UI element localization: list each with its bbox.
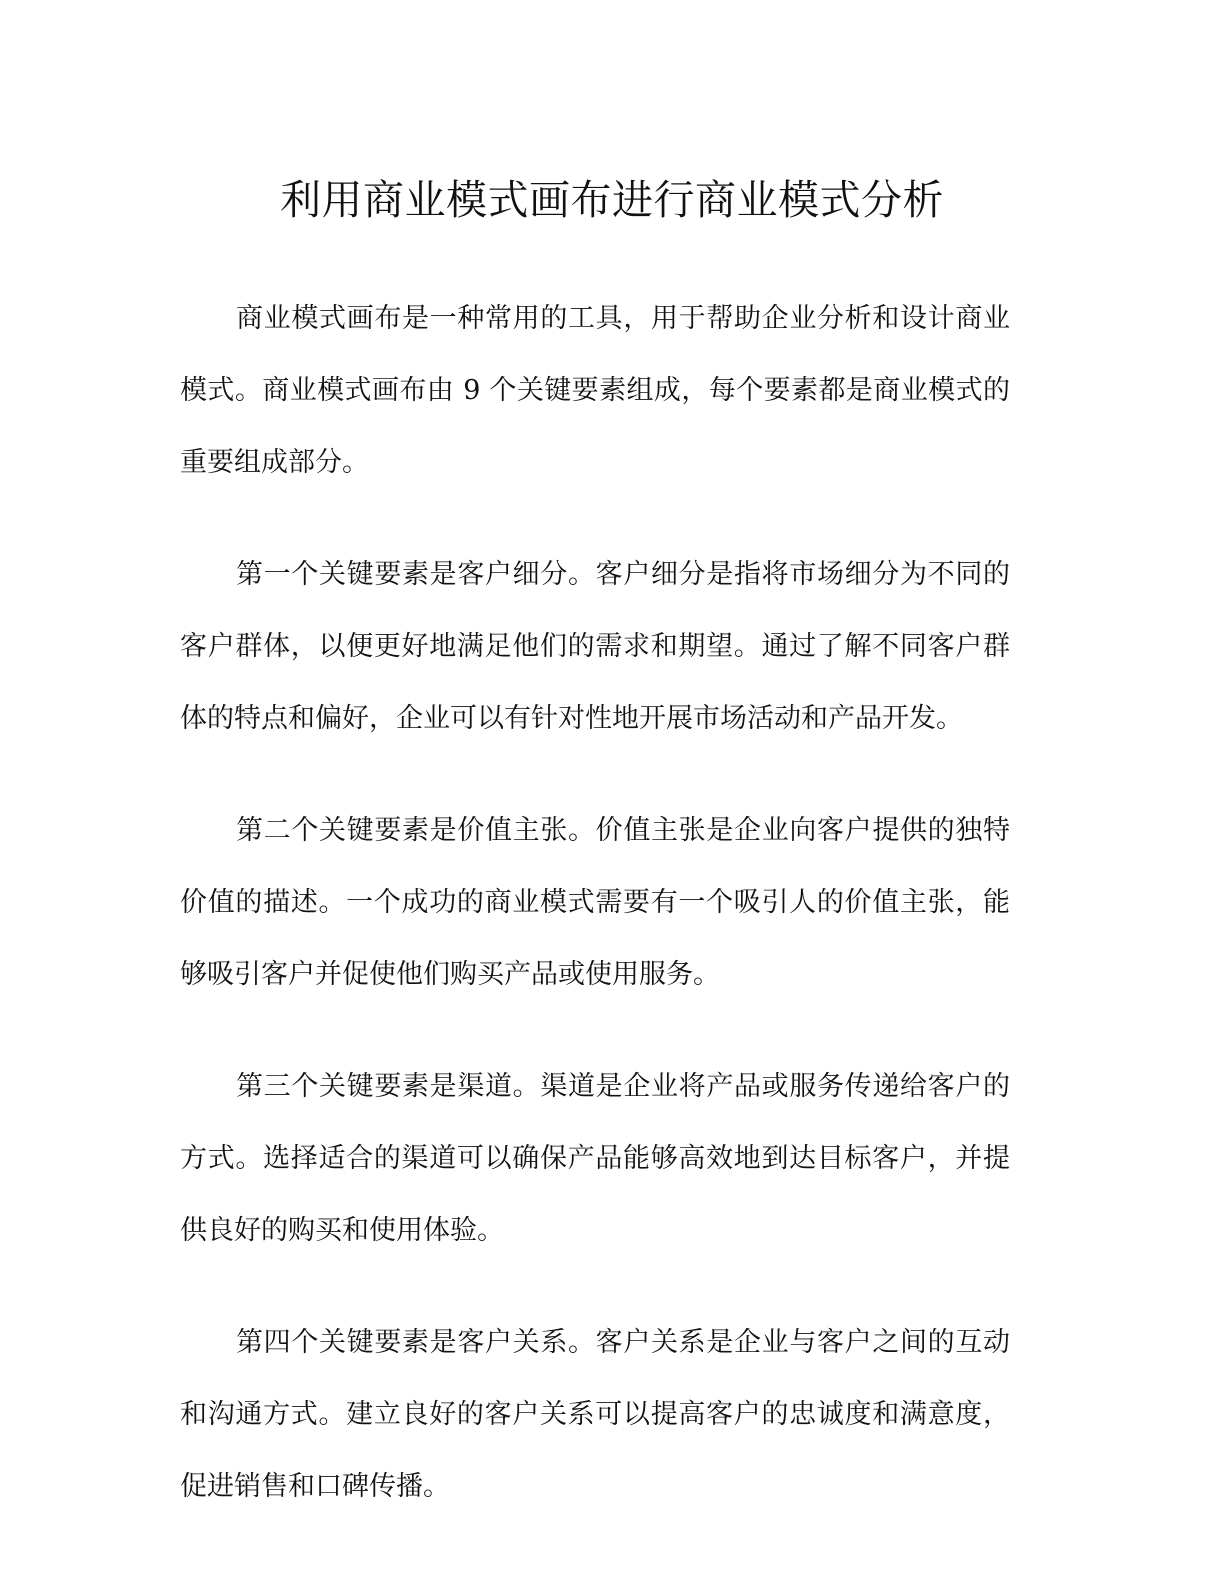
paragraph-value-proposition: 第二个关键要素是价值主张。价值主张是企业向客户提供的独特价值的描述。一个成功的商业模式需要有一个吸引人的价值主张，能够吸引客户并促使他们购买产品或使用服务。 (180, 815, 1010, 990)
paragraph-customer-segments: 第一个关键要素是客户细分。客户细分是指将市场细分为不同的客户群体，以便更好地满足他们的需求和期望。通过了解不同客户群体的特点和偏好，企业可以有针对性地开展市场活动和产品开发。 (180, 559, 1010, 734)
document-body (180, 283, 1010, 1563)
paragraph-channels: 第三个关键要素是渠道。渠道是企业将产品或服务传递给客户的方式。选择适合的渠道可以确保产品能够高效地到达目标客户，并提供良好的购买和使用体验。 (180, 1071, 1010, 1246)
paragraph-customer-relationships: 第四个关键要素是客户关系。客户关系是企业与客户之间的互动和沟通方式。建立良好的客户关系可以提高客户的忠诚度和满意度，促进销售和口碑传播。 (180, 1327, 1010, 1502)
paragraph-intro: 商业模式画布是一种常用的工具，用于帮助企业分析和设计商业模式。商业模式画布由 9 个关键要素组成，每个要素都是商业模式的重要组成部分。 (180, 303, 1010, 478)
document-title: 利用商业模式画布进行商业模式分析 (280, 176, 944, 224)
